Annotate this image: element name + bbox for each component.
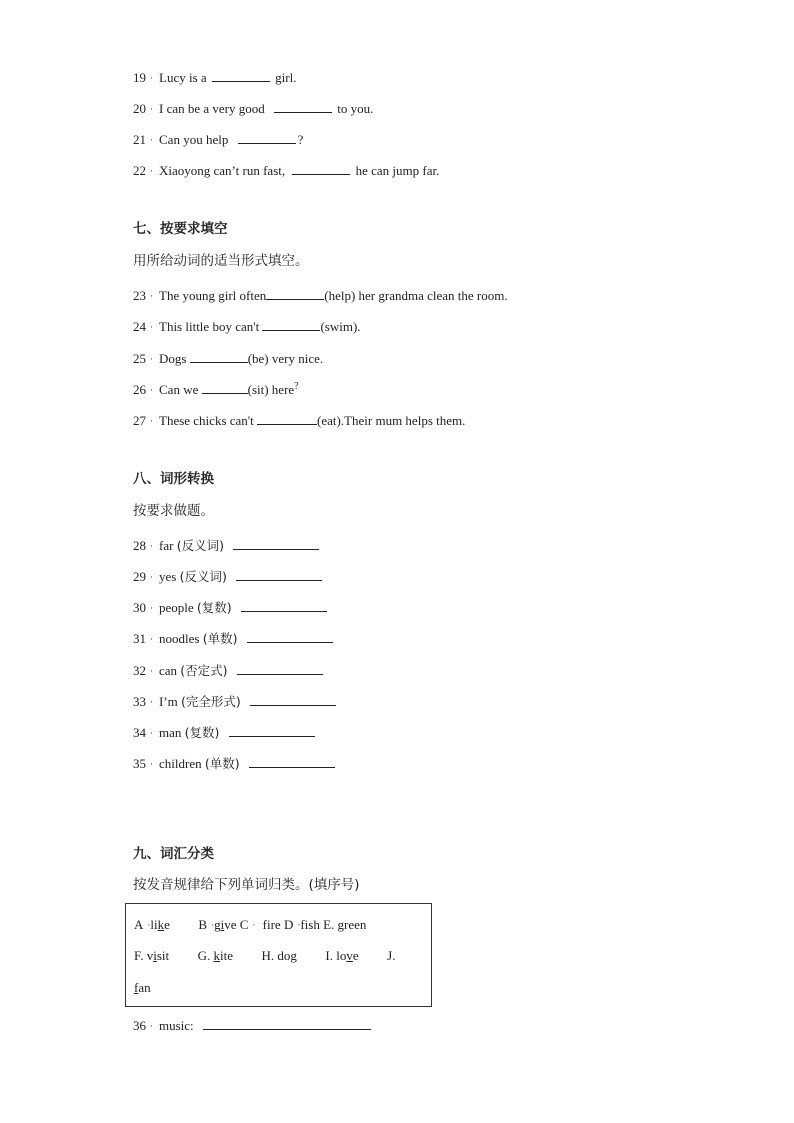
question-text: Lucy is a bbox=[159, 70, 207, 85]
answer-blank[interactable] bbox=[236, 567, 322, 581]
answer-blank[interactable] bbox=[266, 286, 324, 300]
word-h: H. dog bbox=[261, 948, 297, 963]
word-j-underlined: f bbox=[134, 980, 139, 995]
question-number: 30 bbox=[133, 600, 146, 615]
question-hint: (复数) bbox=[184, 725, 220, 740]
word-bank-line-3 bbox=[134, 980, 151, 996]
answer-blank[interactable] bbox=[257, 411, 317, 425]
answer-blank[interactable] bbox=[203, 1016, 371, 1030]
section-7-instruction: 用所给动词的适当形式填空。 bbox=[133, 253, 309, 269]
section-7-title: 七、按要求填空 bbox=[133, 221, 228, 237]
question-word: I’m bbox=[159, 694, 178, 709]
question-word: noodles bbox=[159, 631, 200, 646]
question-hint: (否定式) bbox=[180, 663, 228, 678]
question-text: Can you help bbox=[159, 132, 229, 147]
question-text: I can be a very good bbox=[159, 101, 265, 116]
word-b-label: B bbox=[198, 917, 208, 932]
word-f-label: F. bbox=[134, 948, 144, 963]
answer-blank[interactable] bbox=[262, 317, 320, 331]
word-f-underlined: i bbox=[153, 948, 157, 963]
question-number: 32 bbox=[133, 663, 146, 678]
question-word: yes bbox=[159, 569, 177, 584]
answer-blank[interactable] bbox=[238, 130, 296, 144]
word-i: e bbox=[352, 948, 359, 963]
question-26: 26 · Can we (sit) here? bbox=[133, 381, 299, 397]
question-text: These chicks can't bbox=[159, 413, 254, 428]
word-f: v bbox=[146, 948, 154, 963]
word-a-underlined: k bbox=[157, 917, 165, 932]
question-text: to you. bbox=[337, 101, 374, 116]
question-number: 22 bbox=[133, 163, 146, 178]
question-hint: (复数) bbox=[196, 600, 232, 615]
question-number: 35 bbox=[133, 756, 146, 771]
answer-blank[interactable] bbox=[212, 68, 270, 82]
question-text: he can jump far. bbox=[355, 163, 440, 178]
word-b: ve C bbox=[224, 917, 249, 932]
question-28: 28 · far (反义词) bbox=[133, 536, 321, 555]
word-a: li bbox=[150, 917, 158, 932]
question-32: 32 · can (否定式) bbox=[133, 661, 325, 680]
word-b: g bbox=[214, 917, 221, 932]
word-b-underlined: i bbox=[220, 917, 225, 932]
question-number: 36 bbox=[133, 1018, 146, 1033]
question-30: 30 · people (复数) bbox=[133, 598, 329, 617]
section-9-instruction: 按发音规律给下列单词归类。(填序号) bbox=[133, 877, 360, 893]
question-35: 35 · children (单数) bbox=[133, 754, 337, 773]
question-hint: (反义词) bbox=[176, 538, 224, 553]
answer-blank[interactable] bbox=[229, 723, 315, 737]
question-31: 31 · noodles (单数) bbox=[133, 629, 335, 648]
word-g-label: G. bbox=[197, 948, 211, 963]
question-number: 25 bbox=[133, 351, 146, 366]
question-text: (help) her grandma clean the room. bbox=[324, 288, 508, 303]
question-22: 22 · Xiaoyong can’t run fast, he can jump far. bbox=[133, 163, 440, 178]
question-hint: (完全形式) bbox=[181, 694, 241, 709]
answer-blank[interactable] bbox=[274, 99, 332, 113]
question-25: 25 · Dogs (be) very nice. bbox=[133, 351, 324, 366]
question-29: 29 · yes (反义词) bbox=[133, 567, 324, 586]
question-hint: (单数) bbox=[202, 631, 238, 646]
question-word: far bbox=[159, 538, 174, 553]
question-number: 21 bbox=[133, 132, 146, 147]
question-text: music: bbox=[159, 1018, 194, 1033]
question-36: 36 · music: bbox=[133, 1016, 373, 1035]
question-27: 27 · These chicks can't (eat).Their mum helps them. bbox=[133, 413, 466, 428]
question-number: 28 bbox=[133, 538, 146, 553]
question-text: (eat).Their mum helps them. bbox=[317, 413, 466, 428]
word-a: e bbox=[164, 917, 170, 932]
answer-blank[interactable] bbox=[250, 692, 336, 706]
question-word: man bbox=[159, 725, 182, 740]
question-23: 23 · The young girl often (help) her grandma clean the room. bbox=[133, 288, 508, 303]
answer-blank[interactable] bbox=[190, 349, 248, 363]
question-34: 34 · man (复数) bbox=[133, 723, 317, 742]
question-text: (be) very nice. bbox=[247, 351, 324, 366]
answer-blank[interactable] bbox=[249, 754, 335, 768]
question-24: 24 · This little boy can't (swim). bbox=[133, 319, 361, 334]
question-word: can bbox=[159, 663, 178, 678]
question-number: 23 bbox=[133, 288, 146, 303]
question-text: (sit) here bbox=[247, 382, 295, 397]
question-33: 33 · I’m (完全形式) bbox=[133, 692, 338, 711]
word-c: fire D bbox=[262, 917, 294, 932]
question-word: people bbox=[159, 600, 194, 615]
question-text: (swim). bbox=[320, 319, 361, 334]
word-i-underlined: v bbox=[346, 948, 353, 963]
section-8-instruction: 按要求做题。 bbox=[133, 503, 214, 519]
answer-blank[interactable] bbox=[202, 380, 248, 394]
section-8-title: 八、词形转换 bbox=[133, 471, 214, 487]
word-bank-line-1: A ·like B ·give C · fire D ·fish E. green bbox=[134, 917, 367, 932]
question-number: 19 bbox=[133, 70, 146, 85]
question-number: 29 bbox=[133, 569, 146, 584]
question-text: Can we bbox=[159, 382, 199, 397]
answer-blank[interactable] bbox=[237, 661, 323, 675]
question-text: girl. bbox=[275, 70, 297, 85]
question-text: ? bbox=[297, 132, 304, 147]
question-number: 31 bbox=[133, 631, 146, 646]
word-g-underlined: k bbox=[213, 948, 221, 963]
question-number: 24 bbox=[133, 319, 146, 334]
answer-blank[interactable] bbox=[233, 536, 319, 550]
answer-blank[interactable] bbox=[292, 161, 350, 175]
question-word: children bbox=[159, 756, 202, 771]
answer-blank[interactable] bbox=[247, 629, 333, 643]
word-f: sit bbox=[156, 948, 170, 963]
word-j: an bbox=[138, 980, 151, 995]
word-d: fish E. green bbox=[300, 917, 367, 932]
question-mark: ? bbox=[294, 381, 299, 392]
word-a-label: A bbox=[134, 917, 144, 932]
question-number: 34 bbox=[133, 725, 146, 740]
question-21: 21 · Can you help ? bbox=[133, 132, 304, 147]
question-text: This little boy can't bbox=[159, 319, 260, 334]
question-text: The young girl often bbox=[159, 288, 267, 303]
question-number: 27 bbox=[133, 413, 146, 428]
question-hint: (单数) bbox=[204, 756, 240, 771]
question-19: 19 · Lucy is a girl. bbox=[133, 70, 297, 85]
word-bank-line-2 bbox=[134, 948, 395, 964]
answer-blank[interactable] bbox=[241, 598, 327, 612]
question-text: Xiaoyong can’t run fast, bbox=[159, 163, 286, 178]
question-hint: (反义词) bbox=[179, 569, 227, 584]
word-i: I. lo bbox=[325, 948, 347, 963]
section-9-title: 九、词汇分类 bbox=[133, 846, 214, 862]
question-number: 26 bbox=[133, 382, 146, 397]
question-number: 20 bbox=[133, 101, 146, 116]
word-g: ite bbox=[220, 948, 234, 963]
word-j-label: J. bbox=[387, 948, 396, 963]
question-20: 20 · I can be a very good to you. bbox=[133, 101, 374, 116]
question-text: Dogs bbox=[159, 351, 187, 366]
question-number: 33 bbox=[133, 694, 146, 709]
word-bank-box bbox=[125, 903, 432, 1007]
